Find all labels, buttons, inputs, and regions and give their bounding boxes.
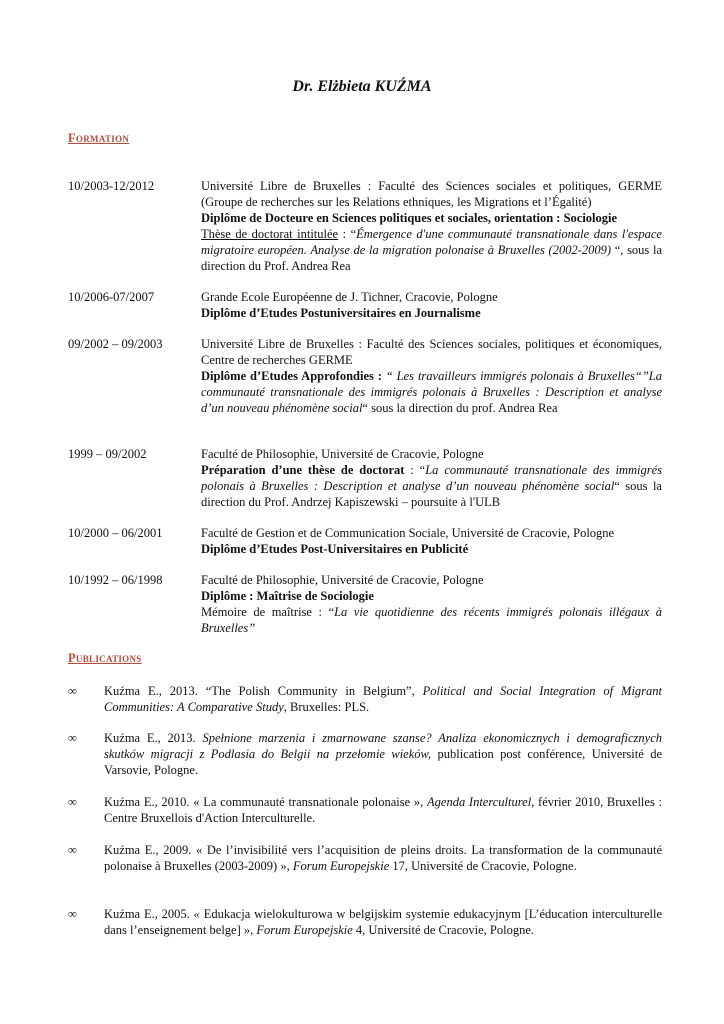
- institution: Grande Ecole Européenne de J. Tichner, Cracovie, Pologne: [201, 290, 498, 304]
- infinity-bullet-icon: ∞: [68, 843, 77, 857]
- formation-body: [201, 525, 662, 557]
- formation-date: 10/2006-07/2007: [68, 290, 155, 304]
- doctorate-end: “ sous la direction du Prof. Andrzej Kapiszewski – poursuite à l'ULB: [201, 479, 662, 509]
- institution: Faculté de Philosophie, Université de Cracovie, Pologne: [201, 447, 484, 461]
- diploma: Diplôme de Docteure en Sciences politiques et sociales, orientation : Sociologie: [201, 211, 618, 225]
- pub-pre: Kuźma E., 2013.: [104, 731, 203, 745]
- pub-post: , février 2010, Bruxelles : Centre Bruxellois d'Action Interculturelle.: [104, 795, 663, 825]
- publication-text: [104, 906, 662, 938]
- thesis-title: Émergence d'une communauté transnationale dans l'espace migratoire européen. Analyse de la migration polonaise à Bruxelles (2002-2009): [201, 227, 662, 257]
- pub-post: 4, Université de Cracovie, Pologne.: [352, 923, 535, 937]
- memoire-label: Mémoire de maîtrise : “: [201, 605, 335, 619]
- infinity-bullet-icon: ∞: [68, 907, 77, 921]
- diploma: Diplôme : Maîtrise de Sociologie: [201, 589, 374, 603]
- diploma-line: [201, 462, 662, 510]
- infinity-bullet-icon: ∞: [68, 731, 77, 745]
- pub-pre: Kuźma E., 2005.: [104, 907, 194, 921]
- institution: Faculté de Gestion et de Communication Sociale, Université de Cracovie, Pologne: [201, 526, 615, 540]
- institution: Université Libre de Bruxelles : Faculté des Sciences sociales et politiques, GERME (Groupe de recherches sur les Relations ethniques, les Migrations et l’Égalité): [201, 179, 662, 209]
- memoire-line: [201, 604, 662, 636]
- pub-journal: Forum Europejskie: [292, 859, 390, 873]
- pub-pre: Kuźma E., 2010. « La communauté transnationale polonaise »,: [104, 795, 428, 809]
- pub-post: publication post conférence, Université de Varsovie, Pologne.: [104, 747, 662, 777]
- formation-date: 10/2000 – 06/2001: [68, 526, 163, 540]
- pub-journal: Political and Social Integration of Migrant Communities: A Comparative Study: [104, 684, 663, 714]
- pub-pre: Kuźma E., 2009. « De l’invisibilité vers l’acquisition de pleins droits. La transformation de la communauté polonaise à Bruxelles (2003-2009) »,: [104, 843, 662, 873]
- formation-body: [201, 572, 662, 636]
- section-heading-formation: Formation: [68, 131, 130, 145]
- publication-text: [104, 683, 662, 715]
- pub-post: , Bruxelles: PLS.: [283, 700, 370, 714]
- thesis: [201, 226, 662, 274]
- diploma: Préparation d’une thèse de doctorat: [201, 463, 405, 477]
- thesis-label: Thèse de doctorat intitulée: [201, 227, 339, 241]
- pub-journal: Agenda Interculturel: [427, 795, 532, 809]
- dea-title: “ Les travailleurs immigrés polonais à Bruxelles“”La communauté transnationale des immigrés polonais à Bruxelles : Description et analyse d’un nouveau phénomène social: [201, 369, 663, 415]
- publication-text: [104, 730, 662, 778]
- pub-quote: «: [193, 907, 200, 921]
- thesis-end: “, sous la direction du Prof. Andrea Rea: [201, 243, 662, 273]
- doctorate-sep: : “: [404, 463, 426, 477]
- formation-body: [201, 336, 662, 416]
- diploma: Diplôme d’Etudes Postuniversitaires en Journalisme: [201, 306, 481, 320]
- memoire-title: La vie quotidienne des récents immigrés polonais illégaux à Bruxelles”: [201, 605, 663, 635]
- diploma: Diplôme d’Etudes Approfondies :: [201, 369, 382, 383]
- cv-name: Dr. Elżbieta KUŹMA: [292, 78, 432, 95]
- publication-text: [104, 842, 662, 874]
- pub-post: Edukacja wielokulturowa w belgijskim systemie edukacyjnym [L’éducation interculturelle dans l’enseignement belge] »,: [104, 907, 662, 937]
- formation-date: 09/2002 – 09/2003: [68, 337, 163, 351]
- formation-body: [201, 446, 662, 510]
- publication-text: [104, 794, 662, 826]
- section-heading-publications: Publications: [68, 651, 142, 665]
- doctorate-title: La communauté transnationale des immigrés polonais à Bruxelles : Description et analyse d’un nouveau phénomène social: [201, 463, 662, 493]
- pub-journal: Spełnione marzenia i zmarnowane szanse? Analiza ekonomicznych i demograficznych skutków migracji z Podlasia do Belgii na przełomie wieków,: [104, 731, 662, 761]
- formation-body: [201, 178, 662, 274]
- formation-date: 10/2003-12/2012: [68, 179, 155, 193]
- infinity-bullet-icon: ∞: [68, 795, 77, 809]
- thesis-sep: : “: [338, 227, 357, 241]
- formation-body: [201, 289, 662, 321]
- diploma-line: [201, 368, 662, 416]
- institution: Faculté de Philosophie, Université de Cracovie, Pologne: [201, 573, 484, 587]
- institution: Université Libre de Bruxelles : Faculté des Sciences sociales, politiques et économiques, Centre de recherches GERME: [201, 337, 662, 367]
- pub-post: 17, Université de Cracovie, Pologne.: [389, 859, 577, 873]
- formation-date: 1999 – 09/2002: [68, 447, 147, 461]
- pub-journal: Forum Europejskie: [256, 923, 353, 937]
- dea-end: “ sous la direction du prof. Andrea Rea: [362, 401, 558, 415]
- formation-date: 10/1992 – 06/1998: [68, 573, 163, 587]
- diploma: Diplôme d’Etudes Post-Universitaires en Publicité: [201, 542, 469, 556]
- infinity-bullet-icon: ∞: [68, 684, 77, 698]
- pub-pre: Kuźma E., 2013. “The Polish Community in Belgium”,: [104, 684, 423, 698]
